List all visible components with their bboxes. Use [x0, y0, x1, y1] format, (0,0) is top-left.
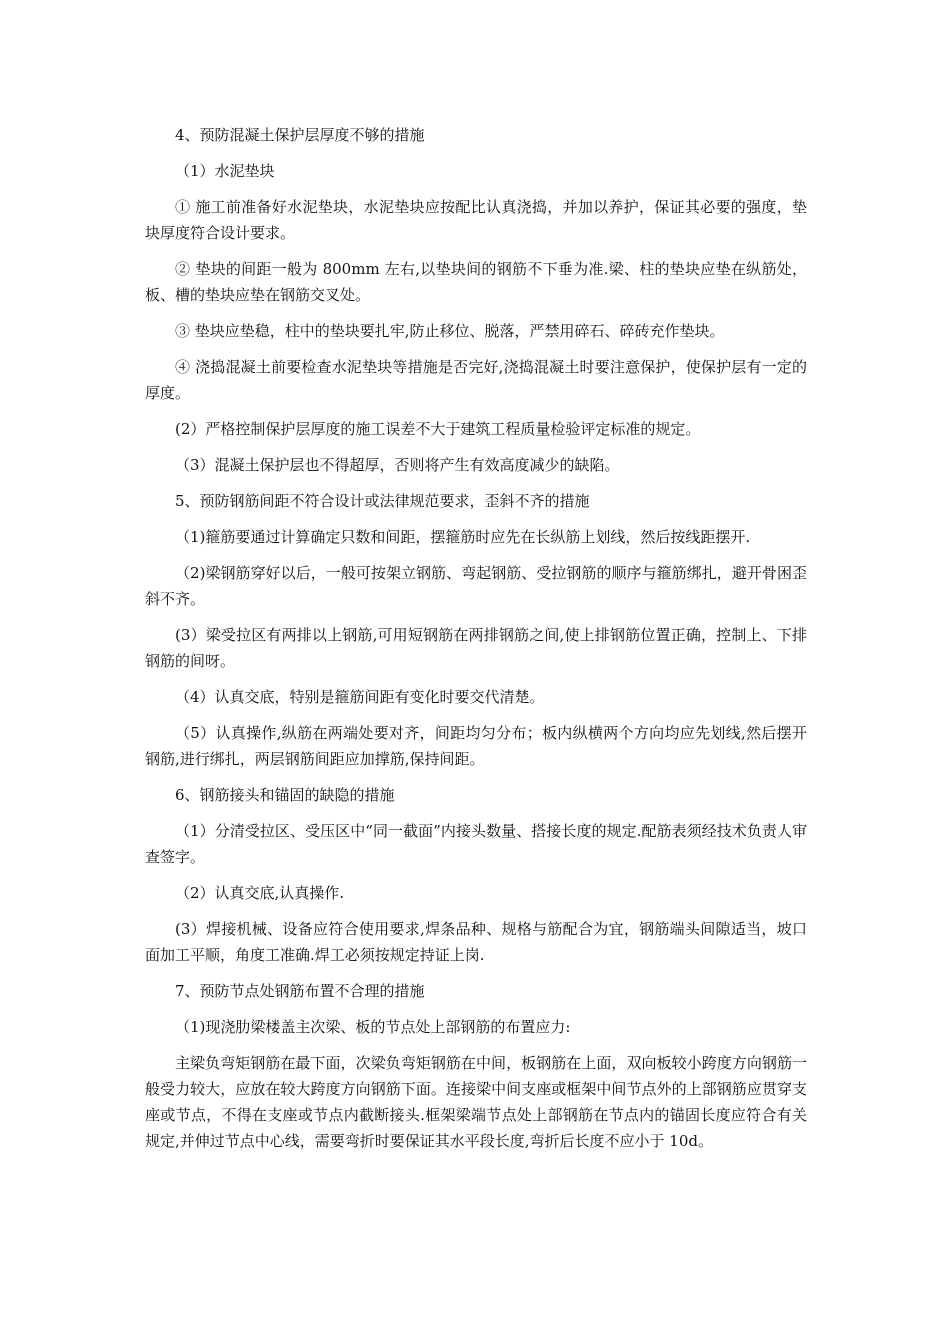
document-body — [145, 122, 807, 1164]
subheading-cement-pads: （1）水泥垫块 — [175, 162, 275, 180]
paragraph: （3）混凝土保护层也不得超厚，否则将产生有效高度减少的缺陷。 — [175, 456, 620, 474]
paragraph: （1)现浇肋梁楼盖主次梁、板的节点处上部钢筋的布置应力: — [175, 1018, 571, 1036]
paragraph: （1)箍筋要通过计算确定只数和间距，摆箍筋时应先在长纵筋上划线，然后按线距摆开. — [175, 528, 751, 546]
paragraph: （4）认真交底，特别是箍筋间距有变化时要交代清楚。 — [175, 688, 545, 706]
heading-6: 6、钢筋接头和锚固的缺隐的措施 — [175, 786, 395, 804]
heading-5: 5、预防钢筋间距不符合设计或法律规范要求，歪斜不齐的措施 — [175, 492, 590, 510]
paragraph: ③ 垫块应垫稳，柱中的垫块要扎牢,防止移位、脱落，严禁用碎石、碎砖充作垫块。 — [175, 322, 725, 340]
paragraph: ④ 浇捣混凝土前要检查水泥垫块等措施是否完好,浇捣混凝土时要注意保护，使保护层有一定的厚度。 — [145, 358, 807, 402]
paragraph: (2）严格控制保护层厚度的施工误差不大于建筑工程质量检验评定标准的规定。 — [175, 420, 701, 438]
paragraph: 主梁负弯矩钢筋在最下面，次梁负弯矩钢筋在中间，板钢筋在上面，双向板较小跨度方向钢筋一般受力较大，应放在较大跨度方向钢筋下面。连接梁中间支座或框架中间节点外的上部钢筋应贯穿支座或节点，不得在支座或节点内截断接头.框架梁端节点处上部钢筋在节点内的锚固长度应符合有关规定,并伸过节点中心线，需要弯折时要保证其水平段长度,弯折后长度不应小于 10d。 — [145, 1054, 807, 1150]
paragraph: ② 垫块的间距一般为 800mm 左右,以垫块间的钢筋不下垂为准.梁、柱的垫块应垫在纵筋处，板、槽的垫块应垫在钢筋交叉处。 — [145, 260, 807, 304]
paragraph: （1）分清受拉区、受压区中“同一截面”内接头数量、搭接长度的规定.配筋表须经技术负责人审查签字。 — [145, 822, 807, 866]
paragraph: （2)梁钢筋穿好以后，一般可按架立钢筋、弯起钢筋、受拉钢筋的顺序与箍筋绑扎，避开骨困歪斜不齐。 — [145, 564, 807, 608]
heading-4: 4、预防混凝土保护层厚度不够的措施 — [175, 126, 425, 144]
paragraph: (3）梁受拉区有两排以上钢筋,可用短钢筋在两排钢筋之间,使上排钢筋位置正确，控制上、下排钢筋的间呀。 — [145, 626, 807, 670]
paragraph: （2）认真交底,认真操作. — [175, 884, 345, 902]
paragraph: （5）认真操作,纵筋在两端处要对齐，间距均匀分布；板内纵横两个方向均应先划线,然后摆开钢筋,进行绑扎，两层钢筋间距应加撑筋,保持间距。 — [145, 724, 807, 768]
heading-7: 7、预防节点处钢筋布置不合理的措施 — [175, 982, 425, 1000]
paragraph: (3）焊接机械、设备应符合使用要求,焊条品种、规格与筋配合为宜，钢筋端头间隙适当，坡口面加工平顺，角度工准确.焊工必须按规定持证上岗. — [145, 920, 807, 964]
paragraph: ① 施工前准备好水泥垫块，水泥垫块应按配比认真浇捣，并加以养护，保证其必要的强度，垫块厚度符合设计要求。 — [145, 198, 807, 242]
